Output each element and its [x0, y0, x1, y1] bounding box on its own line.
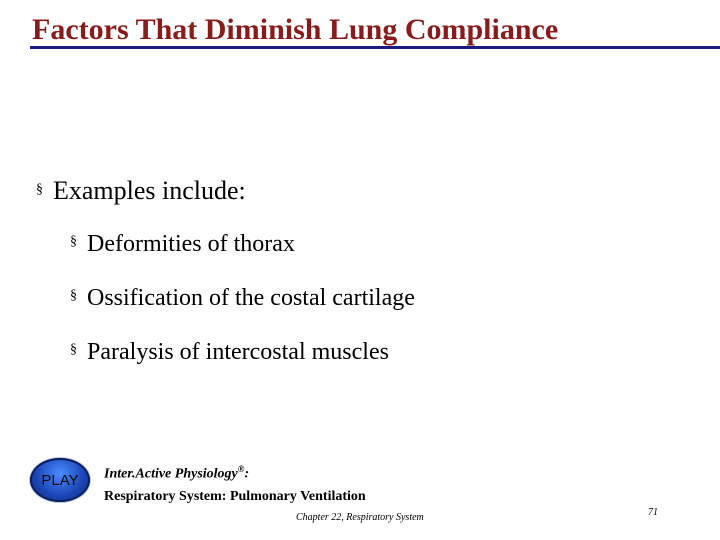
main-bullet	[36, 174, 246, 210]
sub-bullet	[70, 336, 389, 369]
registered-mark: ®	[237, 464, 245, 474]
bullet-marker: §	[70, 288, 77, 304]
title-underline	[30, 46, 720, 49]
ip-title-line	[104, 458, 366, 486]
play-button[interactable]	[30, 458, 90, 502]
footer-chapter: Chapter 22, Respiratory System	[296, 512, 424, 523]
sub-bullet-text: Deformities of thorax	[87, 231, 295, 257]
slide-number: 71	[648, 507, 658, 518]
sub-bullet	[70, 282, 415, 315]
main-bullet-text: Examples include:	[53, 176, 246, 205]
bullet-marker: §	[70, 234, 77, 250]
sub-bullet	[70, 228, 295, 261]
sub-bullet-text: Paralysis of intercostal muscles	[87, 339, 389, 365]
ip-subtitle: Respiratory System: Pulmonary Ventilation	[104, 488, 366, 504]
ip-title-suffix: :	[244, 466, 250, 482]
bullet-marker: §	[70, 342, 77, 358]
bullet-marker: §	[36, 182, 43, 198]
sub-bullet-text: Ossification of the costal cartilage	[87, 285, 415, 311]
interactive-physiology-reference	[104, 458, 366, 508]
play-label: PLAY	[41, 471, 79, 489]
slide-title: Factors That Diminish Lung Compliance	[32, 13, 559, 46]
ip-title: Inter.Active Physiology	[104, 466, 238, 482]
